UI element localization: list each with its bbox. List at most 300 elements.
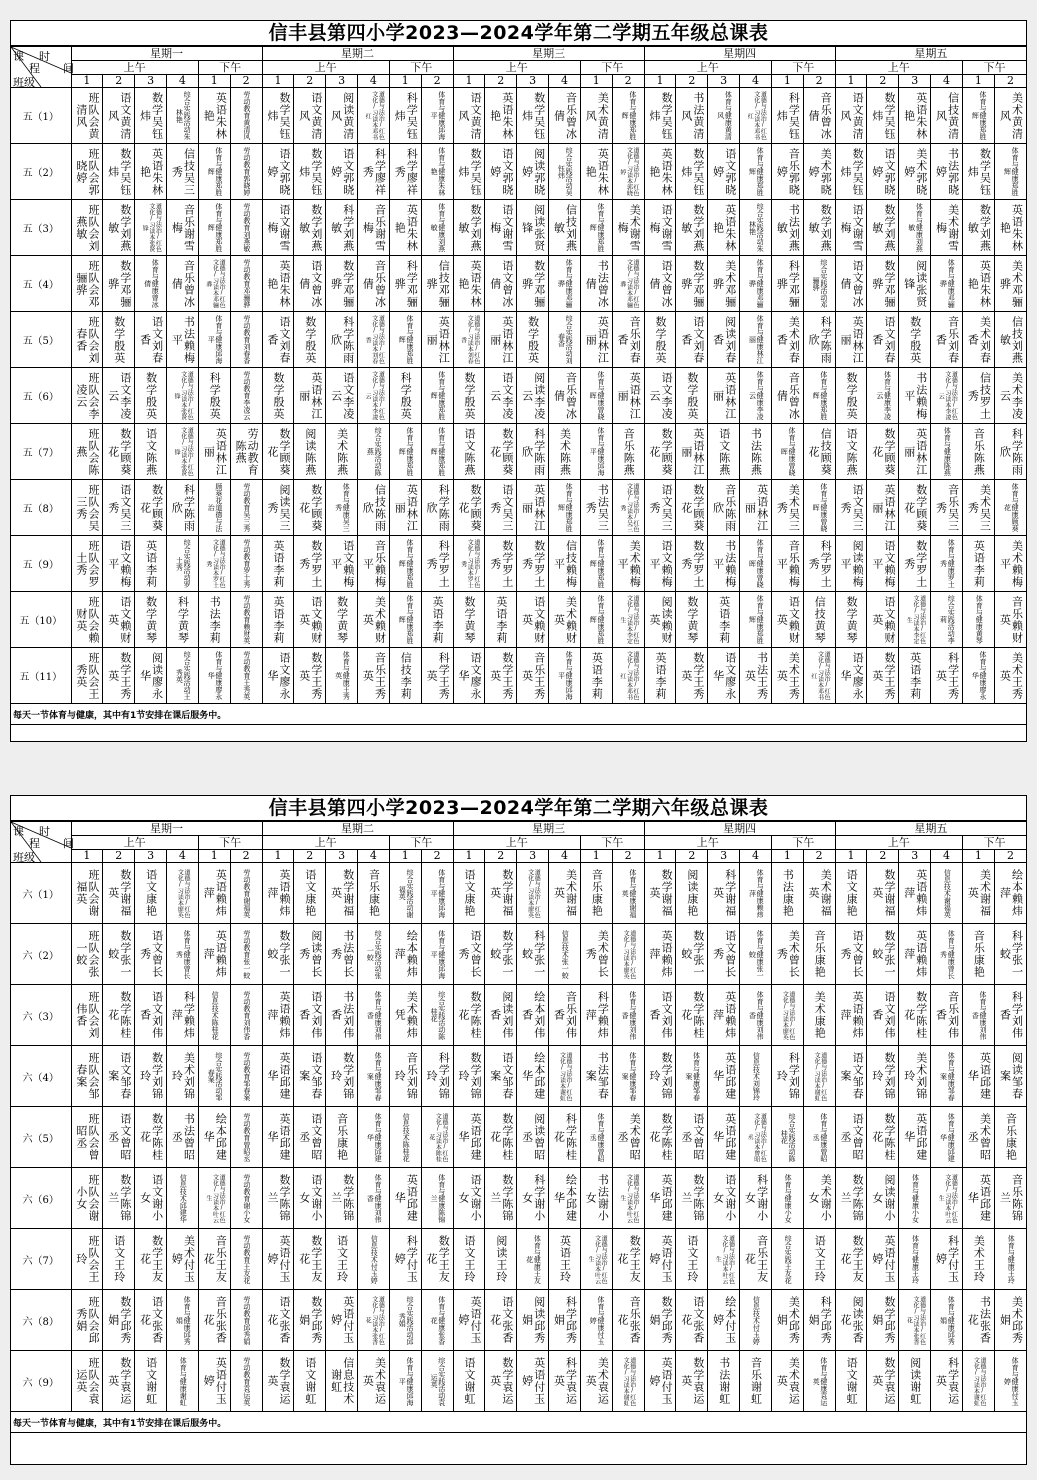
- day-header: 星期三: [453, 47, 644, 61]
- lesson-text: 科学吴钰炜: [393, 91, 419, 140]
- lesson-text: 音乐郭晓婷: [775, 147, 801, 196]
- lesson-cell: [612, 424, 644, 480]
- period-number: 2: [994, 850, 1026, 863]
- lesson-cell: [835, 1229, 867, 1290]
- lesson-cell: [485, 312, 517, 368]
- lesson-text: 科学袁运英: [552, 1357, 578, 1405]
- am-header: 上午: [453, 836, 580, 850]
- lesson-cell: [676, 648, 708, 704]
- lesson-cell: [644, 1351, 676, 1412]
- day-header: 星期一: [71, 47, 262, 61]
- lesson-text: 美术袁运英: [775, 1357, 801, 1405]
- lesson-cell: [230, 592, 262, 648]
- lesson-cell: [580, 368, 612, 424]
- lesson-cell: [358, 1351, 390, 1412]
- lesson-text: 班队会邓骊骅: [74, 259, 100, 308]
- lesson-cell: [771, 985, 803, 1046]
- lesson-text: 数学邓骊骅: [106, 259, 132, 308]
- lesson-cell: [326, 1107, 358, 1168]
- lesson-cell: [326, 368, 358, 424]
- lesson-cell: [166, 200, 198, 256]
- lesson-text: 体育与健康邱海平: [430, 91, 446, 140]
- period-number: 1: [771, 75, 803, 88]
- lesson-cell: [262, 88, 294, 144]
- lesson-cell: [485, 88, 517, 144]
- lesson-text: 体育与健康郑胜辉: [589, 203, 605, 252]
- lesson-cell: [740, 368, 772, 424]
- lesson-cell: [389, 1107, 421, 1168]
- pm-header: 下午: [580, 61, 644, 75]
- lesson-text: 语文谢小女: [711, 1174, 737, 1222]
- lesson-text: 美术郭晓婷: [902, 147, 928, 196]
- lesson-text: 音乐刘春香: [616, 315, 642, 364]
- lesson-text: 信息技术陈桂花: [402, 1112, 411, 1162]
- lesson-cell: [135, 924, 167, 985]
- lesson-cell: [198, 424, 230, 480]
- lesson-text: 阅读黄清风: [329, 91, 355, 140]
- lesson-cell: [867, 1290, 899, 1351]
- lesson-cell: [899, 536, 931, 592]
- lesson-text: 数学刘锦玲: [138, 1052, 164, 1100]
- lesson-cell: [708, 88, 740, 144]
- period-number: 1: [580, 850, 612, 863]
- lesson-cell: [485, 648, 517, 704]
- lesson-cell: [517, 368, 549, 424]
- lesson-cell: [71, 256, 103, 312]
- lesson-text: 体育与健康小女: [911, 1173, 920, 1223]
- lesson-cell: [962, 312, 994, 368]
- lesson-text: 信技李莉: [399, 651, 413, 700]
- lesson-cell: [294, 1229, 326, 1290]
- lesson-cell: [389, 1229, 421, 1290]
- lesson-text: 英语邱建华: [456, 1113, 483, 1161]
- lesson-cell: [326, 144, 358, 200]
- lesson-cell: [771, 424, 803, 480]
- lesson-cell: [612, 480, 644, 536]
- lesson-cell: [994, 985, 1026, 1046]
- lesson-text: 阅读曾长秀: [297, 930, 323, 978]
- class-row: [11, 1351, 1026, 1412]
- lesson-text: 语文康艳: [144, 869, 158, 917]
- lesson-text: 语文廖永华: [456, 651, 483, 700]
- lesson-cell: [166, 536, 198, 592]
- lesson-cell: [294, 1168, 326, 1229]
- lesson-text: 数学陈锦兰: [679, 1174, 705, 1222]
- lesson-text: 音乐王友花: [743, 1235, 769, 1283]
- lesson-cell: [899, 256, 931, 312]
- lesson-text: 体育与健康郑胜辉: [589, 539, 605, 588]
- lesson-text: 美术曾昭丞: [616, 1113, 642, 1161]
- corner-cheng: 程: [29, 62, 40, 75]
- lesson-cell: [389, 144, 421, 200]
- lesson-cell: [71, 1168, 103, 1229]
- lesson-text: 体育与健康邱海平: [430, 929, 446, 979]
- lesson-text: 体育与健康陈锦兰: [430, 1173, 446, 1223]
- lesson-text: 数学邱秀娟: [297, 1296, 323, 1344]
- lesson-text: 综合实践活动谢福英: [398, 868, 414, 918]
- lesson-cell: [262, 863, 294, 924]
- day-header: 星期二: [262, 47, 453, 61]
- lesson-text: 美术袁运英: [361, 1357, 387, 1405]
- lesson-cell: [676, 88, 708, 144]
- lesson-cell: [549, 1168, 581, 1229]
- lesson-cell: [517, 1229, 549, 1290]
- lesson-text: 语文陈燕: [463, 427, 477, 476]
- lesson-text: 信技邓骊骅: [425, 259, 451, 308]
- lesson-text: 音乐赖梅平: [361, 539, 387, 588]
- class-name: 六（5）: [11, 1107, 71, 1168]
- lesson-text: 语文谢雪梅: [648, 203, 674, 252]
- lesson-cell: [899, 1290, 931, 1351]
- lesson-text: 英语林江丽: [870, 483, 896, 532]
- lesson-text: 体育与健康朱林艳: [430, 147, 446, 196]
- lesson-text: 体育与健康郑胜辉: [207, 147, 223, 196]
- lesson-cell: [580, 480, 612, 536]
- lesson-text: 语文郭晓婷: [711, 147, 737, 196]
- lesson-text: 体育与健康李凌云: [748, 371, 765, 420]
- lesson-text: 综合实践活动罗土秀: [175, 539, 192, 588]
- lesson-cell: [389, 863, 421, 924]
- lesson-cell: [644, 924, 676, 985]
- class-row: [11, 1290, 1026, 1351]
- lesson-text: 科学刘伟香: [998, 991, 1024, 1039]
- lesson-text: 英语朱林艳: [488, 91, 514, 140]
- period-number: 2: [867, 850, 899, 863]
- lesson-text: 数学罗土秀: [679, 539, 705, 588]
- period-number: 4: [166, 75, 198, 88]
- lesson-cell: [421, 480, 453, 536]
- pm-header: 下午: [198, 836, 262, 850]
- lesson-text: 劳动教育王友花: [242, 1234, 251, 1284]
- lesson-text: 美术谢福英: [966, 869, 992, 917]
- lesson-text: 体育与健康郑胜辉: [1003, 147, 1020, 196]
- lesson-text: 英语付玉婷: [202, 1357, 228, 1405]
- am-header: 上午: [262, 836, 389, 850]
- lesson-cell: [994, 368, 1026, 424]
- lesson-cell: [262, 1168, 294, 1229]
- lesson-text: 数学殷英: [526, 315, 540, 364]
- lesson-text: 科学谢福英: [711, 869, 737, 917]
- lesson-cell: [135, 312, 167, 368]
- lesson-cell: [867, 1107, 899, 1168]
- lesson-text: 科学廖祥秀: [393, 147, 419, 196]
- lesson-text: 美术邱秀娟: [998, 1296, 1024, 1344]
- lesson-text: 英语李莉: [271, 595, 285, 644]
- lesson-cell: [931, 648, 963, 704]
- lesson-text: 美术谢福英: [552, 869, 578, 917]
- class-row: [11, 1107, 1026, 1168]
- lesson-text: 科学邱秀娟: [807, 1296, 833, 1344]
- lesson-text: 语文郭晓婷: [870, 147, 896, 196]
- lesson-text: 数学殷英: [463, 371, 477, 420]
- lesson-cell: [166, 144, 198, 200]
- lesson-cell: [708, 256, 740, 312]
- lesson-cell: [771, 1168, 803, 1229]
- lesson-text: 语文刘伟香: [648, 991, 674, 1039]
- lesson-text: 信技顾葵花: [807, 427, 833, 476]
- lesson-text: 阅读邹春案: [998, 1052, 1024, 1100]
- lesson-cell: [676, 480, 708, 536]
- period-number: 2: [103, 850, 135, 863]
- lesson-cell: [899, 592, 931, 648]
- lesson-cell: [549, 312, 581, 368]
- lesson-cell: [358, 648, 390, 704]
- lesson-cell: [899, 1168, 931, 1229]
- class-row: [11, 368, 1026, 424]
- lesson-cell: [931, 1351, 963, 1412]
- lesson-cell: [708, 1351, 740, 1412]
- lesson-cell: [389, 256, 421, 312]
- lesson-cell: [740, 648, 772, 704]
- lesson-cell: [135, 256, 167, 312]
- lesson-cell: [931, 312, 963, 368]
- lesson-cell: [803, 592, 835, 648]
- lesson-cell: [198, 200, 230, 256]
- lesson-text: 语文黄清风: [297, 91, 323, 140]
- lesson-cell: [230, 480, 262, 536]
- lesson-text: 数学顾葵花: [870, 427, 896, 476]
- period-number: 1: [962, 75, 994, 88]
- lesson-cell: [962, 88, 994, 144]
- lesson-cell: [294, 256, 326, 312]
- lesson-text: 数学吴钰炜: [679, 147, 705, 196]
- lesson-text: 体育与健康邹春案: [684, 1051, 701, 1101]
- lesson-cell: [389, 924, 421, 985]
- lesson-cell: [230, 1229, 262, 1290]
- period-number: 3: [517, 850, 549, 863]
- lesson-text: 体育与健康郑胜辉: [971, 91, 988, 140]
- lesson-cell: [485, 1168, 517, 1229]
- lesson-cell: [326, 312, 358, 368]
- period-number: 3: [899, 850, 931, 863]
- lesson-text: 综合实践活动刘春香: [557, 315, 574, 364]
- lesson-cell: [294, 592, 326, 648]
- lesson-cell: [485, 1229, 517, 1290]
- lesson-text: 体育与健康郑胜辉: [207, 203, 223, 252]
- lesson-text: 班队会罗土秀: [74, 539, 100, 588]
- lesson-cell: [612, 863, 644, 924]
- period-number: 2: [867, 75, 899, 88]
- lesson-cell: [994, 592, 1026, 648]
- lesson-cell: [899, 424, 931, 480]
- lesson-cell: [676, 1290, 708, 1351]
- lesson-text: 数学王友花: [616, 1235, 642, 1283]
- lesson-text: 阅读郭晓婷: [520, 147, 546, 196]
- lesson-cell: [676, 256, 708, 312]
- lesson-cell: [389, 480, 421, 536]
- period-number: 1: [71, 75, 103, 88]
- lesson-cell: [135, 592, 167, 648]
- lesson-text: 体育与健康罗土秀: [939, 539, 956, 588]
- lesson-text: 体育与健康付玉婷: [1003, 1356, 1020, 1406]
- lesson-text: 英语李莉: [717, 595, 731, 644]
- lesson-cell: [389, 200, 421, 256]
- lesson-text: 绘本赖炜萍: [998, 869, 1024, 917]
- lesson-cell: [994, 863, 1026, 924]
- lesson-cell: [549, 648, 581, 704]
- lesson-text: 数学罗土秀: [902, 539, 928, 588]
- lesson-text: 劳动教育刘春香: [242, 315, 251, 364]
- lesson-cell: [71, 648, 103, 704]
- lesson-cell: [326, 924, 358, 985]
- lesson-text: 美术付玉婷: [170, 1235, 196, 1283]
- lesson-cell: [994, 924, 1026, 985]
- lesson-text: 数学陈桂花: [679, 991, 705, 1039]
- lesson-text: 数学刘锦玲: [329, 1052, 355, 1100]
- lesson-cell: [262, 200, 294, 256]
- lesson-text: 英语林江丽: [297, 371, 323, 420]
- lesson-cell: [294, 144, 326, 200]
- lesson-text: 阅读谢小女: [870, 1174, 896, 1222]
- lesson-text: 语文赖财英: [870, 595, 896, 644]
- lesson-cell: [358, 480, 390, 536]
- lesson-cell: [517, 88, 549, 144]
- lesson-cell: [230, 1168, 262, 1229]
- lesson-text: 数学邓骊骅: [870, 259, 896, 308]
- lesson-cell: [166, 1229, 198, 1290]
- lesson-cell: [389, 368, 421, 424]
- lesson-text: 数学陈桂花: [456, 991, 483, 1039]
- lesson-cell: [644, 648, 676, 704]
- lesson-cell: [994, 1229, 1026, 1290]
- lesson-cell: [358, 144, 390, 200]
- lesson-cell: [612, 1107, 644, 1168]
- day-header: 星期三: [453, 822, 644, 836]
- lesson-text: 数学王秀英: [106, 651, 132, 700]
- lesson-cell: [326, 480, 358, 536]
- lesson-text: 数学黄琴: [463, 595, 477, 644]
- lesson-text: 英语付玉婷: [870, 1235, 896, 1283]
- lesson-cell: [198, 536, 230, 592]
- lesson-text: 数学刘燕敏: [456, 203, 483, 252]
- lesson-cell: [580, 1290, 612, 1351]
- lesson-text: 语文邹春案: [839, 1052, 865, 1100]
- lesson-text: 英语李莉: [972, 539, 986, 588]
- lesson-text: 信技黄琴: [813, 595, 827, 644]
- lesson-cell: [198, 1046, 230, 1107]
- lesson-cell: [262, 924, 294, 985]
- lesson-cell: [358, 1290, 390, 1351]
- lesson-cell: [803, 1107, 835, 1168]
- lesson-text: 语文曾昭丞: [297, 1113, 323, 1161]
- lesson-cell: [580, 312, 612, 368]
- lesson-cell: [358, 1046, 390, 1107]
- lesson-cell: [676, 144, 708, 200]
- lesson-text: 语文谢虹: [303, 1357, 317, 1405]
- lesson-cell: [708, 1229, 740, 1290]
- lesson-text: 英语林江丽: [839, 315, 865, 364]
- lesson-cell: [994, 648, 1026, 704]
- lesson-text: 语文黄清风: [456, 91, 483, 140]
- lesson-cell: [931, 863, 963, 924]
- lesson-cell: [103, 1351, 135, 1412]
- am-header: 上午: [644, 836, 771, 850]
- lesson-text: 书法赖梅平: [170, 315, 196, 364]
- lesson-cell: [740, 1290, 772, 1351]
- lesson-text: 数学王友花: [839, 1235, 865, 1283]
- lesson-text: 数学刘燕敏: [297, 203, 323, 252]
- lesson-text: 道德与法治/红色文化/习读本谢虹: [558, 1051, 573, 1101]
- lesson-text: 音乐赖梅平: [775, 539, 801, 588]
- lesson-text: 体育与健康张香花: [430, 1295, 446, 1345]
- lesson-text: 劳动教育邓骊骅: [242, 259, 251, 308]
- period-number: 1: [389, 75, 421, 88]
- lesson-text: 英语朱林艳: [648, 147, 674, 196]
- lesson-text: 数学袁运英: [679, 1357, 705, 1405]
- am-header: 上午: [835, 836, 962, 850]
- period-number: 2: [485, 75, 517, 88]
- lesson-cell: [740, 88, 772, 144]
- period-number: 2: [230, 75, 262, 88]
- lesson-cell: [899, 144, 931, 200]
- lesson-text: 语文张香花: [488, 1296, 514, 1344]
- lesson-text: 音乐曾冰倩: [807, 91, 833, 140]
- lesson-text: 劳动教育谢福英: [242, 868, 251, 918]
- lesson-text: 绘本邱建华: [552, 1174, 578, 1222]
- lesson-cell: [166, 924, 198, 985]
- lesson-text: 综合实践活动朱林艳: [748, 203, 765, 252]
- lesson-cell: [708, 368, 740, 424]
- lesson-text: 英语李莉: [271, 539, 285, 588]
- lesson-text: 语文黄清风: [106, 91, 132, 140]
- lesson-cell: [294, 648, 326, 704]
- lesson-cell: [485, 592, 517, 648]
- lesson-text: 综合实践活动陈桂花: [780, 1112, 796, 1162]
- lesson-cell: [803, 1046, 835, 1107]
- lesson-text: 体育与健康黄琴: [975, 595, 984, 644]
- lesson-text: 数学陈锦兰: [106, 1174, 132, 1222]
- lesson-cell: [294, 985, 326, 1046]
- lesson-cell: [453, 985, 485, 1046]
- lesson-cell: [740, 1046, 772, 1107]
- lesson-text: 科学赖炜萍: [170, 991, 196, 1039]
- lesson-cell: [517, 592, 549, 648]
- lesson-cell: [166, 88, 198, 144]
- lesson-text: 综合实践活动王秀英: [175, 651, 192, 700]
- lesson-text: 语文王玲: [813, 1235, 827, 1283]
- lesson-text: 劳动教育谢小女: [242, 1173, 251, 1223]
- lesson-cell: [421, 424, 453, 480]
- pm-header: 下午: [389, 836, 453, 850]
- lesson-cell: [485, 480, 517, 536]
- lesson-cell: [485, 1351, 517, 1412]
- lesson-cell: [931, 424, 963, 480]
- am-header: 上午: [71, 836, 198, 850]
- lesson-cell: [103, 1046, 135, 1107]
- lesson-cell: [421, 1351, 453, 1412]
- lesson-text: 绘本付玉婷: [711, 1296, 737, 1344]
- corner-jian: 间: [63, 62, 74, 75]
- lesson-cell: [294, 1107, 326, 1168]
- lesson-text: 科学邱秀娟: [552, 1296, 578, 1344]
- lesson-cell: [803, 144, 835, 200]
- period-number: 2: [485, 850, 517, 863]
- lesson-text: 数学顾葵花: [297, 483, 323, 532]
- lesson-text: 书法康艳: [781, 869, 795, 917]
- lesson-text: 书法张香花: [966, 1296, 992, 1344]
- lesson-text: 阅读张贤锋: [520, 203, 546, 252]
- lesson-cell: [962, 1351, 994, 1412]
- lesson-cell: [262, 256, 294, 312]
- lesson-cell: [421, 256, 453, 312]
- lesson-cell: [740, 1229, 772, 1290]
- lesson-text: 书法谢小女: [584, 1174, 610, 1222]
- lesson-cell: [103, 863, 135, 924]
- lesson-text: 体育与健康廖永华: [971, 651, 988, 700]
- class-row: [11, 985, 1026, 1046]
- lesson-text: 书法刘燕敏: [775, 203, 801, 252]
- lesson-cell: [517, 256, 549, 312]
